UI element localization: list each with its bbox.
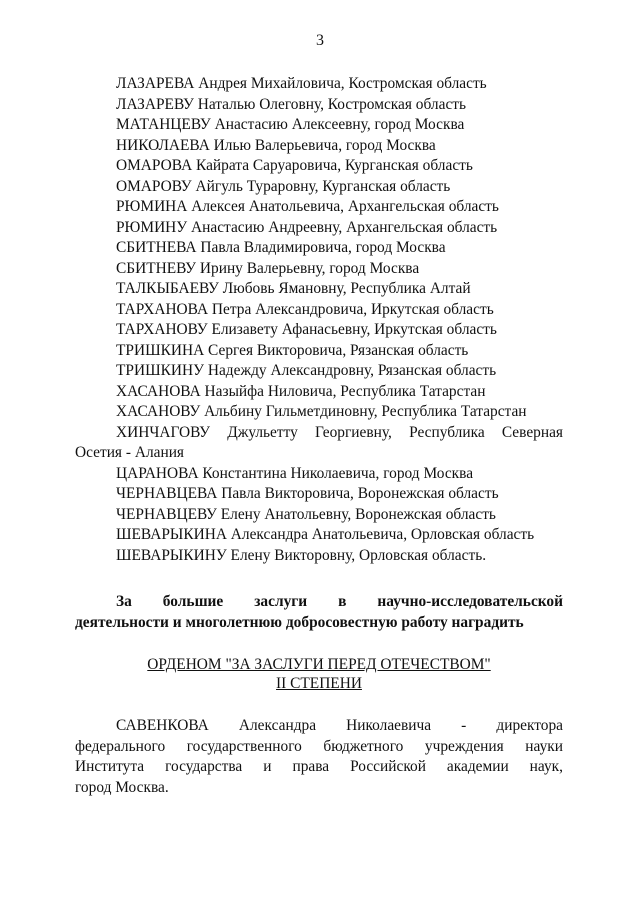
awardee-item: НИКОЛАЕВА Илью Валерьевича, город Москва (116, 136, 436, 154)
awardee-item: ЧЕРНАВЦЕВУ Елену Анатольевну, Воронежская область (116, 505, 496, 523)
awardee-item: МАТАНЦЕВУ Анастасию Алексеевну, город Москва (116, 116, 465, 133)
awardee-wrapped-line-1: ХИНЧАГОВУ Джульетту Георгиевну, Республика Северная (116, 423, 563, 441)
recipient-line-1: САВЕНКОВА Александра Николаевича - директора (116, 717, 563, 734)
awardee-item: ЛАЗАРЕВУ Наталью Олеговну, Костромская область (116, 95, 467, 113)
order-title (75, 655, 563, 693)
awardee-list (75, 74, 563, 566)
awardee-item: ШЕВАРЫКИНУ Елену Викторовну, Орловская область. (116, 546, 487, 564)
awardee-item: ОМАРОВА Кайрата Саруаровича, Курганская область (116, 157, 473, 174)
awardee-item: ОМАРОВУ Айгуль Тураровну, Курганская область (116, 177, 451, 195)
recipient-line-3: Института государства и права Российской академии наук, (75, 758, 563, 775)
awardee-item: ХАСАНОВА Назыйфа Ниловича, Республика Татарстан (116, 382, 486, 400)
awardee-item: ЦАРАНОВА Константина Николаевича, город Москва (116, 464, 474, 482)
awardee-item: РЮМИНУ Анастасию Андреевну, Архангельская область (116, 218, 498, 236)
awardee-item: СБИТНЕВА Павла Владимировича, город Москва (116, 239, 446, 256)
awardee-item: ТАЛКЫБАЕВУ Любовь Ямановну, Республика Алтай (116, 280, 471, 297)
awardee-item: ТАРХАНОВУ Елизавету Афанасьевну, Иркутская область (116, 321, 497, 338)
awardee-item: ХАСАНОВУ Альбину Гильметдиновну, Республика Татарстан (116, 403, 527, 420)
awardee-item-wrapped (75, 423, 563, 464)
awardee-item: СБИТНЕВУ Ирину Валерьевну, город Москва (116, 259, 420, 277)
awardee-item: ТРИШКИНА Сергея Викторовича, Рязанская область (116, 341, 469, 359)
page-number: 3 (316, 32, 324, 49)
decree-paragraph (75, 591, 563, 633)
recipient-line-2: федерального государственного бюджетного учреждения науки (75, 737, 563, 755)
order-name: ОРДЕНОМ "ЗА ЗАСЛУГИ ПЕРЕД ОТЕЧЕСТВОМ" (147, 656, 491, 673)
order-degree: II СТЕПЕНИ (276, 675, 362, 692)
recipient-line-4: город Москва. (75, 778, 169, 796)
recipient-paragraph (75, 716, 563, 798)
awardee-item: ТРИШКИНУ Надежду Александровну, Рязанская область (116, 362, 497, 379)
awardee-wrapped-line-2: Осетия - Алания (75, 444, 185, 461)
awardee-item: ТАРХАНОВА Петра Александровича, Иркутская область (116, 300, 494, 318)
decree-line-1: За большие заслуги в научно-исследовательской (116, 593, 563, 610)
awardee-item: РЮМИНА Алексея Анатольевича, Архангельская область (116, 198, 499, 215)
awardee-item: ЛАЗАРЕВА Андрея Михайловича, Костромская область (116, 75, 487, 92)
awardee-item: ЧЕРНАВЦЕВА Павла Викторовича, Воронежская область (116, 485, 499, 502)
awardee-item: ШЕВАРЫКИНА Александра Анатольевича, Орловская область (116, 526, 535, 543)
decree-line-2: деятельности и многолетнюю добросовестную работу наградить (75, 614, 524, 631)
